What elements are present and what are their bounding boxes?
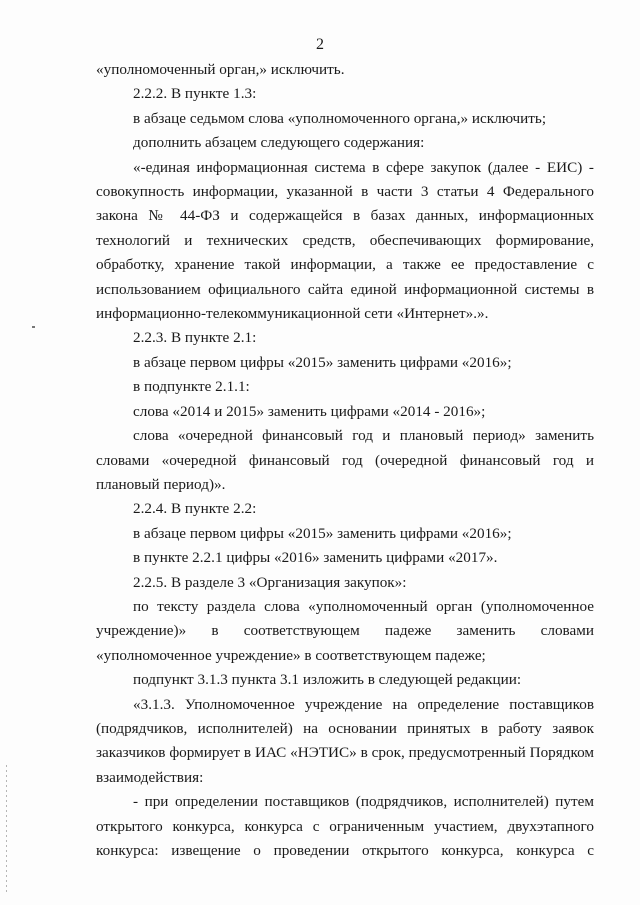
paragraph: слова «очередной финансовый год и плановый период» заменить словами «очередной финансовый год (очередной финансовый год и плановый период)». (96, 427, 594, 493)
paragraph: 2.2.2. В пункте 1.3: (133, 85, 257, 103)
paragraph: «-единая информационная система в сфере закупок (далее - ЕИС) - совокупность информации, указанной в части 3 статьи 4 Федерального закона № 44-ФЗ и содержащейся в базах данных, информационных технологий и технических средств, обеспечивающих формирование, обработку, хранение такой информации, а также ее предоставление с использованием официального сайта единой информационной системы в информационно-телекоммуникационной сети «Интернет».». (96, 158, 594, 323)
scan-speck (32, 326, 35, 328)
paragraph: дополнить абзацем следующего содержания: (133, 134, 425, 152)
scan-edge-artifact (6, 765, 7, 895)
paragraph: подпункт 3.1.3 пункта 3.1 изложить в следующей редакции: (133, 671, 522, 689)
page-number: 2 (316, 36, 324, 53)
paragraph: в подпункте 2.1.1: (133, 378, 250, 396)
paragraph: 2.2.3. В пункте 2.1: (133, 329, 257, 347)
paragraph: 2.2.4. В пункте 2.2: (133, 500, 257, 518)
paragraph: 2.2.5. В разделе 3 «Организация закупок»: (133, 573, 407, 591)
paragraph: в абзаце седьмом слова «уполномоченного органа,» исключить; (133, 109, 547, 127)
paragraph: в абзаце первом цифры «2015» заменить цифрами «2016»; (133, 353, 512, 371)
paragraph: в пункте 2.2.1 цифры «2016» заменить цифрами «2017». (133, 549, 498, 567)
paragraph: «уполномоченный орган,» исключить. (96, 61, 345, 78)
paragraph: слова «2014 и 2015» заменить цифрами «2014 - 2016»; (133, 402, 486, 420)
paragraph: «3.1.3. Уполномоченное учреждение на определение поставщиков (подрядчиков, исполнителей) на основании принятых в работу заявок заказчиков формирует в ИАС «НЭТИС» в срок, предусмотренный Порядком взаимодействия: (96, 695, 594, 786)
paragraph: - при определении поставщиков (подрядчиков, исполнителей) путем открытого конкурса, конкурса с ограниченным участием, двухэтапного конкурса: извещение о проведении открытого конкурса, конкурса с (96, 793, 594, 859)
paragraph: в абзаце первом цифры «2015» заменить цифрами «2016»; (133, 524, 512, 542)
document-body (96, 58, 594, 863)
paragraph: по тексту раздела слова «уполномоченный орган (уполномоченное учреждение)» в соответствующем падеже заменить словами «уполномоченное учреждение» в соответствующем падеже; (96, 597, 594, 664)
